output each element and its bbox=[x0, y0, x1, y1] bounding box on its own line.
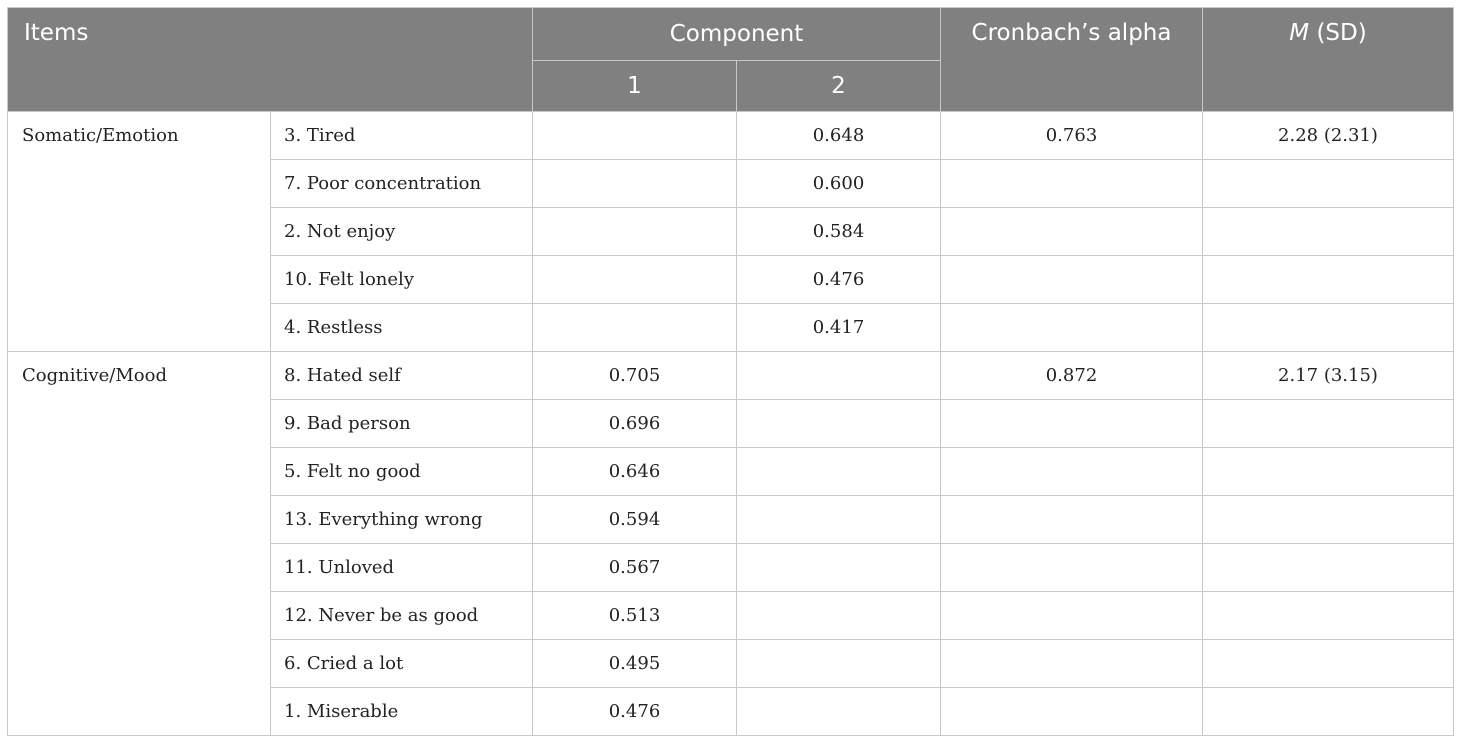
component-1-value: 0.513 bbox=[533, 592, 737, 640]
mean-sd-value: 2.17 (3.15) bbox=[1203, 352, 1454, 400]
mean-sd-empty bbox=[1203, 544, 1454, 592]
component-1-value bbox=[533, 256, 737, 304]
mean-sd-value: 2.28 (2.31) bbox=[1203, 112, 1454, 160]
header-cronbach-alpha: Cronbach’s alpha bbox=[941, 8, 1203, 112]
component-1-value: 0.495 bbox=[533, 640, 737, 688]
mean-sd-empty bbox=[1203, 256, 1454, 304]
component-1-value: 0.567 bbox=[533, 544, 737, 592]
cronbach-alpha-value: 0.763 bbox=[941, 112, 1203, 160]
factor-loadings-table-wrapper bbox=[7, 7, 1453, 736]
item-label: 11. Unloved bbox=[271, 544, 533, 592]
cronbach-alpha-empty bbox=[941, 256, 1203, 304]
component-1-value: 0.594 bbox=[533, 496, 737, 544]
item-label: 10. Felt lonely bbox=[271, 256, 533, 304]
component-1-value bbox=[533, 304, 737, 352]
header-component: Component bbox=[533, 8, 941, 61]
item-label: 2. Not enjoy bbox=[271, 208, 533, 256]
item-label: 8. Hated self bbox=[271, 352, 533, 400]
item-label: 3. Tired bbox=[271, 112, 533, 160]
header-items: Items bbox=[8, 8, 533, 112]
header-component-1: 1 bbox=[533, 61, 737, 112]
group-name-somatic-emotion: Somatic/Emotion bbox=[8, 112, 271, 352]
component-1-value: 0.476 bbox=[533, 688, 737, 736]
component-2-value: 0.584 bbox=[737, 208, 941, 256]
component-1-value bbox=[533, 160, 737, 208]
item-label: 12. Never be as good bbox=[271, 592, 533, 640]
item-label: 9. Bad person bbox=[271, 400, 533, 448]
item-label: 6. Cried a lot bbox=[271, 640, 533, 688]
component-1-value: 0.705 bbox=[533, 352, 737, 400]
component-2-value: 0.476 bbox=[737, 256, 941, 304]
component-2-value bbox=[737, 688, 941, 736]
cronbach-alpha-empty bbox=[941, 592, 1203, 640]
cronbach-alpha-empty bbox=[941, 304, 1203, 352]
table-body bbox=[8, 112, 1454, 736]
group-name-cognitive-mood: Cognitive/Mood bbox=[8, 352, 271, 736]
component-2-value bbox=[737, 400, 941, 448]
component-2-value bbox=[737, 544, 941, 592]
mean-sd-empty bbox=[1203, 448, 1454, 496]
component-2-value: 0.417 bbox=[737, 304, 941, 352]
component-2-value bbox=[737, 448, 941, 496]
item-label: 13. Everything wrong bbox=[271, 496, 533, 544]
component-1-value: 0.646 bbox=[533, 448, 737, 496]
item-label: 5. Felt no good bbox=[271, 448, 533, 496]
component-1-value bbox=[533, 112, 737, 160]
mean-sd-empty bbox=[1203, 496, 1454, 544]
header-mean-sd bbox=[1203, 8, 1454, 112]
component-2-value bbox=[737, 592, 941, 640]
cronbach-alpha-empty bbox=[941, 544, 1203, 592]
mean-sd-empty bbox=[1203, 688, 1454, 736]
table-row bbox=[8, 112, 1454, 160]
item-label: 4. Restless bbox=[271, 304, 533, 352]
header-mean-label: M bbox=[1289, 20, 1310, 46]
component-1-value bbox=[533, 208, 737, 256]
mean-sd-empty bbox=[1203, 304, 1454, 352]
mean-sd-empty bbox=[1203, 208, 1454, 256]
component-2-value: 0.648 bbox=[737, 112, 941, 160]
mean-sd-empty bbox=[1203, 640, 1454, 688]
item-label: 1. Miserable bbox=[271, 688, 533, 736]
cronbach-alpha-empty bbox=[941, 688, 1203, 736]
factor-loadings-table bbox=[7, 7, 1454, 736]
cronbach-alpha-value: 0.872 bbox=[941, 352, 1203, 400]
item-label: 7. Poor concentration bbox=[271, 160, 533, 208]
cronbach-alpha-empty bbox=[941, 496, 1203, 544]
cronbach-alpha-empty bbox=[941, 640, 1203, 688]
component-2-value: 0.600 bbox=[737, 160, 941, 208]
header-row-1 bbox=[8, 8, 1454, 61]
cronbach-alpha-empty bbox=[941, 160, 1203, 208]
component-2-value bbox=[737, 352, 941, 400]
cronbach-alpha-empty bbox=[941, 400, 1203, 448]
component-2-value bbox=[737, 496, 941, 544]
table-header bbox=[8, 8, 1454, 112]
component-1-value: 0.696 bbox=[533, 400, 737, 448]
mean-sd-empty bbox=[1203, 160, 1454, 208]
mean-sd-empty bbox=[1203, 592, 1454, 640]
component-2-value bbox=[737, 640, 941, 688]
mean-sd-empty bbox=[1203, 400, 1454, 448]
header-sd-label: (SD) bbox=[1309, 20, 1367, 46]
cronbach-alpha-empty bbox=[941, 208, 1203, 256]
table-row bbox=[8, 352, 1454, 400]
header-component-2: 2 bbox=[737, 61, 941, 112]
cronbach-alpha-empty bbox=[941, 448, 1203, 496]
